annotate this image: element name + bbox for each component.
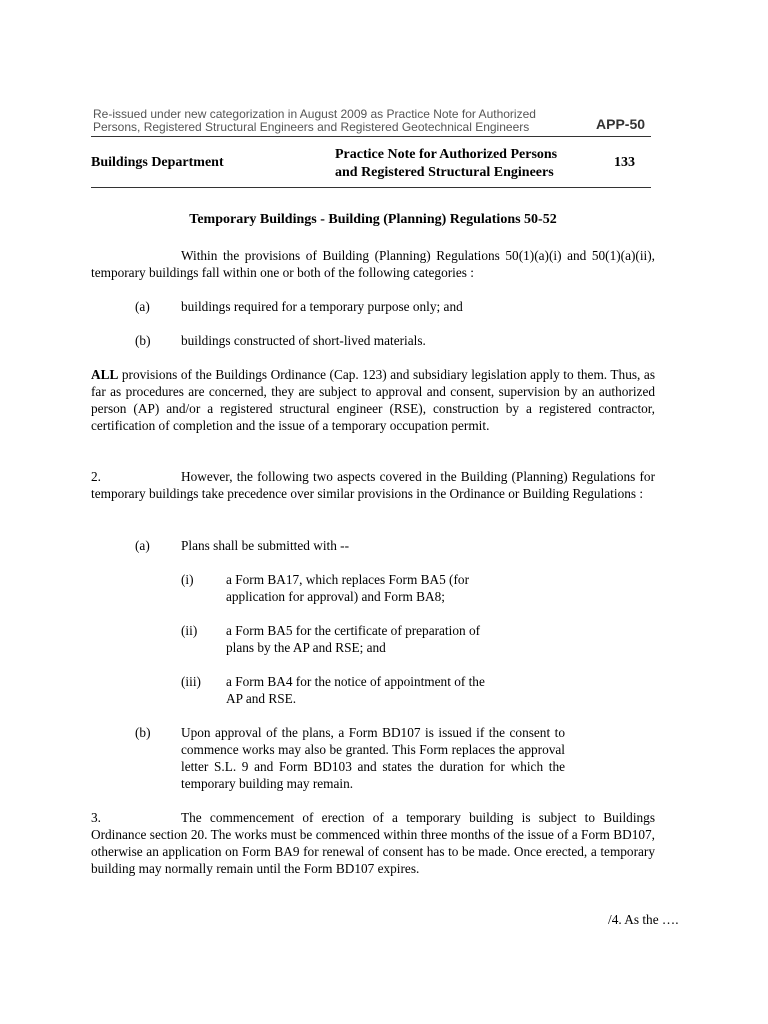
reissue-line-2: Persons, Registered Structural Engineers and Registered Geotechnical Engineers (93, 120, 530, 134)
intro-item-b-label: (b) (135, 333, 151, 348)
para-2-body: However, the following two aspects covered in the Building (Planning) Regulations for temporary buildings take precedence over similar provisions in the Ordinance or Building Regulations : (91, 469, 655, 501)
para-2-item-a-label: (a) (135, 538, 150, 553)
subitem-iii-line-1: a Form BA4 for the notice of appointment of the (226, 674, 485, 689)
subitem-iii-line-2: AP and RSE. (226, 691, 297, 706)
reissue-note (93, 108, 573, 134)
subitem-ii-line-2: plans by the AP and RSE; and (226, 640, 386, 655)
practice-note-number: 133 (614, 155, 635, 170)
subitem-iii-label: (iii) (181, 674, 201, 689)
continuation-marker: /4. As the …. (608, 912, 679, 927)
all-provisions-paragraph (91, 366, 655, 434)
intro-item-a-label: (a) (135, 299, 150, 314)
intro-item-a-text: buildings required for a temporary purpose only; and (181, 299, 463, 314)
subitem-iii-text (226, 673, 526, 707)
practice-note-title (335, 146, 585, 182)
all-provisions-text: provisions of the Buildings Ordinance (Cap. 123) and subsidiary legislation apply to them. Thus, as far as procedures are concerned, they are subject to approval and consent, supervision by an authorized person (AP) and/or a registered structural engineer (RSE), construction by a registered contractor, certification of completion and the issue of a temporary occupation permit. (91, 367, 655, 433)
para-2-item-a-text: Plans shall be submitted with -- (181, 538, 350, 553)
practice-note-title-line-1: Practice Note for Authorized Persons (335, 147, 558, 162)
header-rule-bottom (91, 187, 651, 188)
intro-paragraph: Within the provisions of Building (Planning) Regulations 50(1)(a)(i) and 50(1)(a)(ii), temporary buildings fall within one or both of the following categories : (91, 248, 655, 280)
para-3-number: 3. (91, 810, 101, 825)
subitem-ii-text (226, 622, 526, 656)
reissue-line-1: Re-issued under new categorization in August 2009 as Practice Note for Authorized (93, 107, 536, 121)
header-rule-top (91, 136, 651, 137)
subitem-ii-line-1: a Form BA5 for the certificate of preparation of (226, 623, 481, 638)
all-emphasis: ALL (91, 367, 119, 382)
practice-note-title-line-2: and Registered Structural Engineers (335, 165, 554, 180)
para-2-text (91, 468, 655, 502)
department-name: Buildings Department (91, 155, 224, 170)
subitem-i-line-1: a Form BA17, which replaces Form BA5 (for (226, 572, 469, 587)
para-2-item-b-text: Upon approval of the plans, a Form BD107 is issued if the consent to commence works may also be granted. This Form replaces the approval letter S.L. 9 and Form BD103 and states the duration for which the temporary building may remain. (181, 725, 565, 791)
para-2-item-b-label: (b) (135, 725, 151, 740)
subitem-i-text (226, 571, 526, 605)
subitem-i-line-2: application for approval) and Form BA8; (226, 589, 445, 604)
para-2-number: 2. (91, 469, 101, 484)
intro-item-b-text: buildings constructed of short-lived materials. (181, 333, 426, 348)
subitem-i-label: (i) (181, 572, 194, 587)
subitem-ii-label: (ii) (181, 623, 198, 638)
para-3-text: The commencement of erection of a temporary building is subject to Buildings Ordinance section 20. The works must be commenced within three months of the issue of a Form BD107, otherwise an application on Form BA9 for renewal of consent has to be made. Once erected, a temporary building may normally remain until the Form BD107 expires. (91, 810, 655, 876)
document-title: Temporary Buildings - Building (Planning) Regulations 50-52 (189, 212, 557, 227)
app-code: APP-50 (596, 116, 646, 132)
